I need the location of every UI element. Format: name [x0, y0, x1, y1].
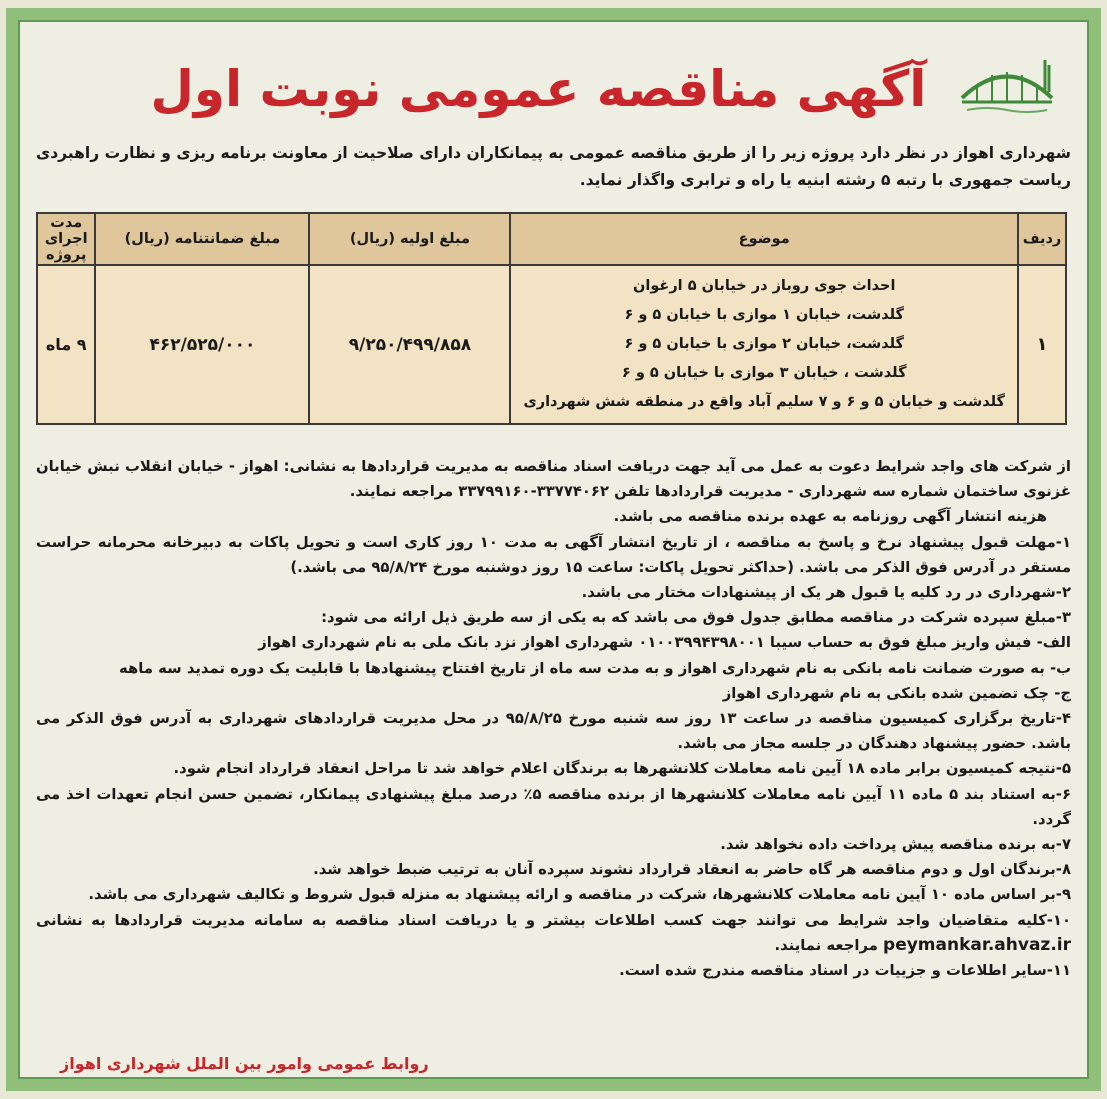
- page-title: آگهی مناقصه عمومی نوبت اول: [150, 60, 927, 118]
- condition-item-2: ۲-شهرداری در رد کلیه یا قبول هر یک از پیشنهادات مختار می باشد.: [581, 584, 1071, 602]
- website-link[interactable]: peymankar.ahvaz.ir: [883, 934, 1071, 955]
- table-header-row: [37, 213, 1066, 265]
- condition-item-10: [36, 908, 1071, 958]
- tender-table: [36, 212, 1067, 425]
- table-row: [37, 265, 1066, 424]
- intro-paragraph: شهرداری اهواز در نظر دارد پروژه زیر را از طریق مناقصه عمومی به پیمانکاران دارای صلاحیت از معاونت برنامه ریزی و نظارت راهبردی ریاست جمهوری با رتبه ۵ رشته ابنیه یا راه و ترابری واگذار نماید.: [36, 144, 1071, 189]
- col-subject: موضوع: [510, 213, 1018, 265]
- conditions-body: [36, 454, 1071, 983]
- condition-item-4: ۴-تاریخ برگزاری کمیسیون مناقصه در ساعت ۱۳ روز سه شنبه مورخ ۹۵/۸/۲۵ در محل مدیریت قراردادهای شهرداری به آدرس فوق الذکر می باشد. حضور پیشنهاد دهندگان در جلسه مجاز می باشد.: [36, 710, 1072, 753]
- cell-subject: [510, 265, 1018, 424]
- condition-item-9: ۹-بر اساس ماده ۱۰ آیین نامه معاملات کلانشهرها، شرکت در مناقصه و ارائه پیشنهاد به منزله قبول شروط و تکالیف شهرداری می باشد.: [88, 886, 1071, 904]
- ad-inner: [18, 20, 1089, 1079]
- condition-item-8: ۸-برندگان اول و دوم مناقصه هر گاه حاضر به انعقاد قرارداد نشوند سپرده آنان به ترتیب ضبط خواهد شد.: [313, 861, 1071, 879]
- condition-item-3b: ب- به صورت ضمانت نامه بانکی به نام شهرداری اهواز و به مدت سه ماه از تاریخ افتتاح پیشنهادها با قابلیت یک دوره تمدید سه ماهه: [119, 659, 1071, 677]
- footer-signature: روابط عمومی وامور بین الملل شهرداری اهواز: [60, 1054, 429, 1073]
- ahvaz-bridge-logo-icon: [957, 50, 1057, 120]
- condition-item-1: ۱-مهلت قبول پیشنهاد نرخ و پاسخ به مناقصه ، از تاریخ انتشار آگهی به مدت ۱۰ روز کاری است و تحویل پاکات به دبیرخانه محرمانه حراست مستقر در آدرس فوق الذکر می باشد. (حداکثر تحویل پاکات: ساعت ۱۵ روز دوشنبه مورخ ۹۵/۸/۲۴ می باشد.): [36, 533, 1071, 576]
- condition-item-5: ۵-نتیجه کمیسیون برابر ماده ۱۸ آیین نامه معاملات کلانشهرها به برندگان اعلام خواهد شد تا مراحل انعقاد قرارداد انجام شود.: [173, 760, 1071, 778]
- cell-row-no: ۱: [1018, 265, 1066, 424]
- cell-duration: ۹ ماه: [37, 265, 95, 424]
- condition-item-10-text: ۱۰-کلیه متقاضیان واجد شرایط می توانند جهت کسب اطلاعات بیشتر و یا دریافت اسناد مناقصه به سامانه مدیریت قراردادها به نشانی: [36, 911, 1071, 929]
- subject-line: احداث جوی روباز در خیابان ۵ ارغوان: [632, 278, 896, 294]
- subject-line: گلدشت ، خیابان ۳ موازی با خیابان ۵ و ۶: [621, 365, 907, 381]
- condition-item-10-end: مراجعه نمایند.: [774, 936, 878, 954]
- invite-paragraph: از شرکت های واجد شرایط دعوت به عمل می آید جهت دریافت اسناد مناقصه به مدیریت قراردادها به نشانی: اهواز - خیابان انقلاب نبش خیابان غزنوی ساختمان شماره سه شهرداری - مدیریت قراردادها تلفن ۳۳۷۷۴۰۶۲-۳۳۷۹۹۱۶۰ مراجعه نمایند.: [36, 458, 1071, 501]
- cell-guarantee-amount: ۴۶۲/۵۲۵/۰۰۰: [95, 265, 309, 424]
- col-initial-amount: مبلغ اولیه (ریال): [309, 213, 510, 265]
- condition-item-7: ۷-به برنده مناقصه پیش پرداخت داده نخواهد شد.: [720, 836, 1071, 854]
- ad-frame: [6, 8, 1101, 1091]
- col-duration: مدت اجرای پروژه: [37, 213, 95, 265]
- col-guarantee-amount: مبلغ ضمانتنامه (ریال): [95, 213, 309, 265]
- condition-item-3: ۳-مبلغ سپرده شرکت در مناقصه مطابق جدول فوق می باشد که به یکی از سه طریق ذیل ارائه می شود:: [321, 609, 1071, 627]
- cost-paragraph: هزینه انتشار آگهی روزنامه به عهده برنده مناقصه می باشد.: [613, 508, 1047, 526]
- cell-initial-amount: ۹/۲۵۰/۴۹۹/۸۵۸: [309, 265, 510, 424]
- condition-item-11: ۱۱-سایر اطلاعات و جزییات در اسناد مناقصه مندرج شده است.: [619, 962, 1071, 980]
- condition-item-3c: ج- چک تضمین شده بانکی به نام شهرداری اهواز: [722, 684, 1071, 702]
- subject-line: گلدشت، خیابان ۲ موازی با خیابان ۵ و ۶: [624, 336, 904, 352]
- col-row-no: ردیف: [1018, 213, 1066, 265]
- condition-item-3a: الف- فیش واریز مبلغ فوق به حساب سیبا ۰۱۰۰۳۹۹۴۳۹۸۰۰۱ شهرداری اهواز نزد بانک ملی به نام شهرداری اهواز: [258, 634, 1071, 652]
- condition-item-6: ۶-به استناد بند ۵ ماده ۱۱ آیین نامه معاملات کلانشهرها از برنده مناقصه ۵٪ درصد مبلغ پیشنهادی پیمانکار، تضمین حسن انجام تعهدات اخذ می گردد.: [36, 785, 1071, 828]
- subject-line: گلدشت و خیابان ۵ و ۶ و ۷ سلیم آباد واقع در منطقه شش شهرداری: [523, 394, 1005, 410]
- subject-line: گلدشت، خیابان ۱ موازی با خیابان ۵ و ۶: [624, 307, 904, 323]
